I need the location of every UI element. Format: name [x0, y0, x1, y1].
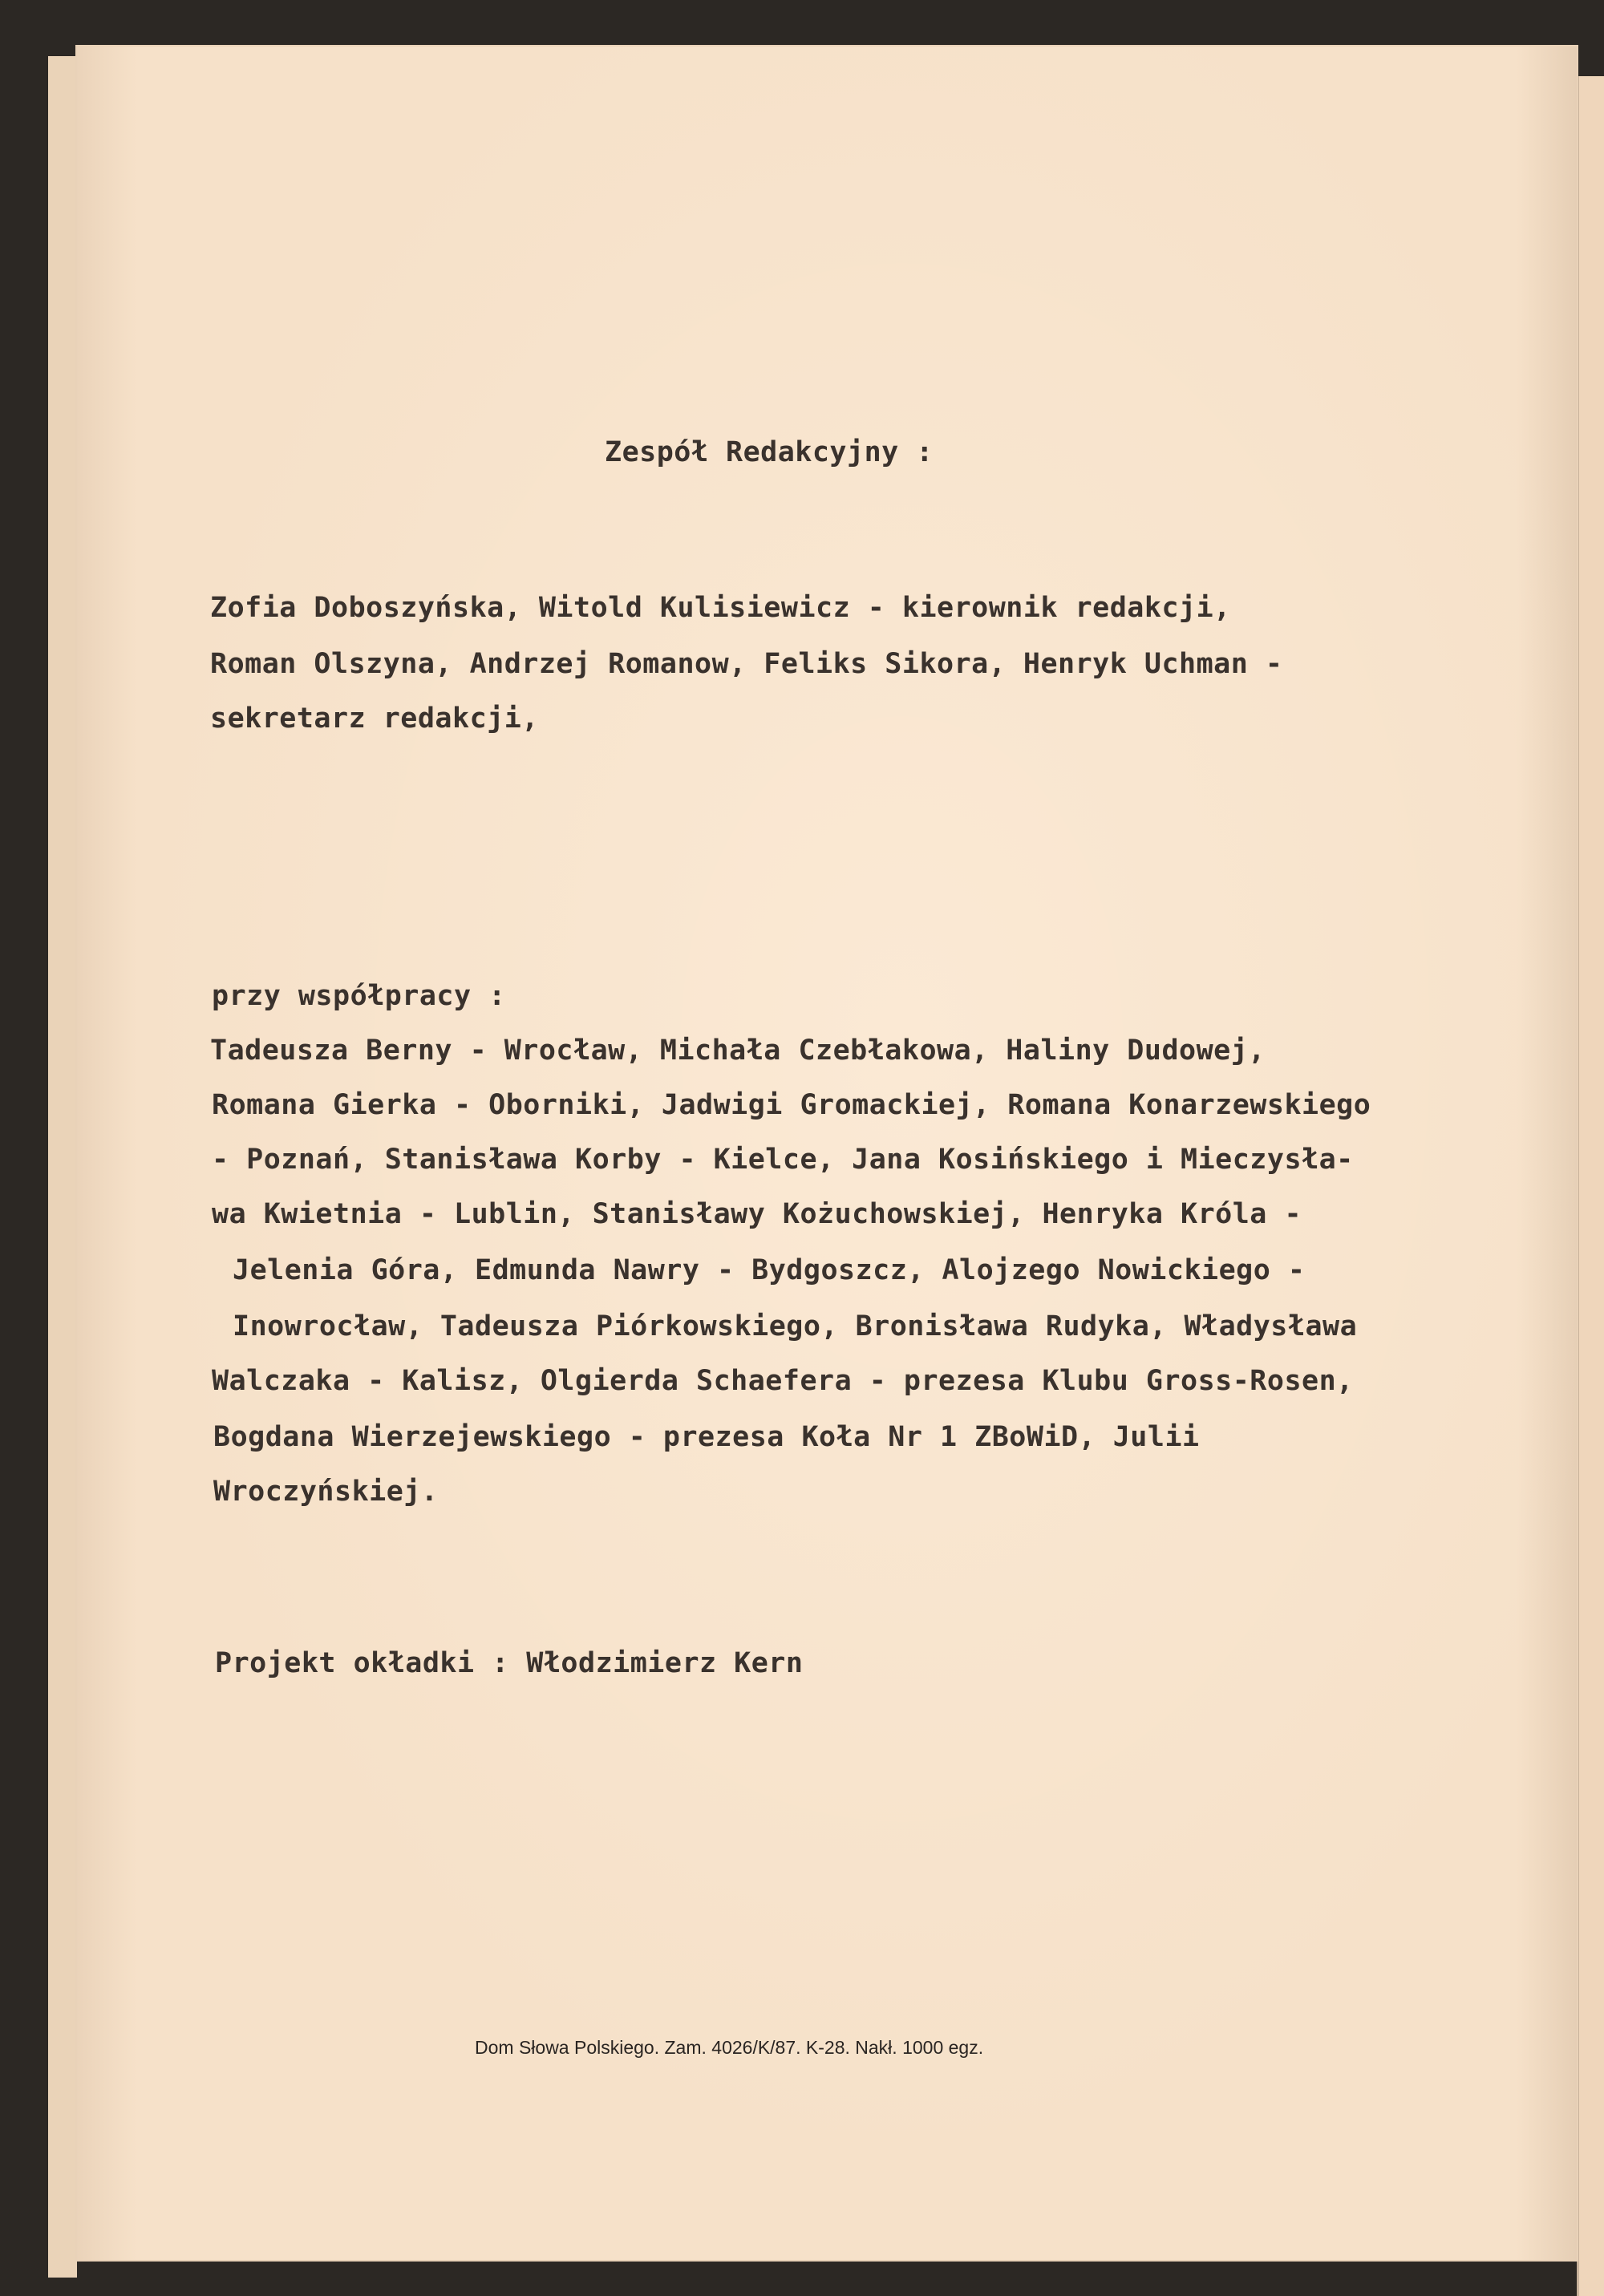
page-left-edge — [48, 56, 77, 2278]
cooperation-line-2: Romana Gierka - Oborniki, Jadwigi Gromackiej, Romana Konarzewskiego — [212, 1089, 1371, 1121]
editorial-line-3: sekretarz redakcji, — [210, 703, 539, 735]
cooperation-heading: przy współpracy : — [212, 980, 506, 1012]
cooperation-line-5: Jelenia Góra, Edmunda Nawry - Bydgoszcz, Alojzego Nowickiego - — [233, 1254, 1306, 1286]
cover-project-line: Projekt okładki : Włodzimierz Kern — [215, 1647, 804, 1679]
cooperation-line-9: Wroczyńskiej. — [213, 1476, 439, 1508]
cooperation-line-8: Bogdana Wierzejewskiego - prezesa Koła Nr 1 ZBoWiD, Julii — [213, 1421, 1200, 1453]
document-page — [77, 47, 1577, 2260]
cooperation-line-1: Tadeusza Berny - Wrocław, Michała Czebłakowa, Haliny Dudowej, — [210, 1035, 1266, 1067]
cooperation-line-3: - Poznań, Stanisława Korby - Kielce, Jana Kosińskiego i Mieczysła- — [212, 1144, 1354, 1176]
cooperation-line-4: wa Kwietnia - Lublin, Stanisławy Kożuchowskiej, Henryka Króla - — [212, 1198, 1302, 1230]
next-page-edge — [1577, 76, 1604, 2296]
editorial-heading: Zespół Redakcyjny : — [605, 436, 934, 468]
printing-imprint: Dom Słowa Polskiego. Zam. 4026/K/87. K-28. Nakł. 1000 egz. — [475, 2037, 984, 2058]
cooperation-line-6: Inowrocław, Tadeusza Piórkowskiego, Bronisława Rudyka, Władysława — [233, 1310, 1358, 1342]
editorial-line-1: Zofia Doboszyńska, Witold Kulisiewicz - kierownik redakcji, — [210, 592, 1231, 624]
editorial-line-2: Roman Olszyna, Andrzej Romanow, Feliks Sikora, Henryk Uchman - — [210, 648, 1283, 680]
cooperation-line-7: Walczaka - Kalisz, Olgierda Schaefera - prezesa Klubu Gross-Rosen, — [212, 1365, 1354, 1397]
